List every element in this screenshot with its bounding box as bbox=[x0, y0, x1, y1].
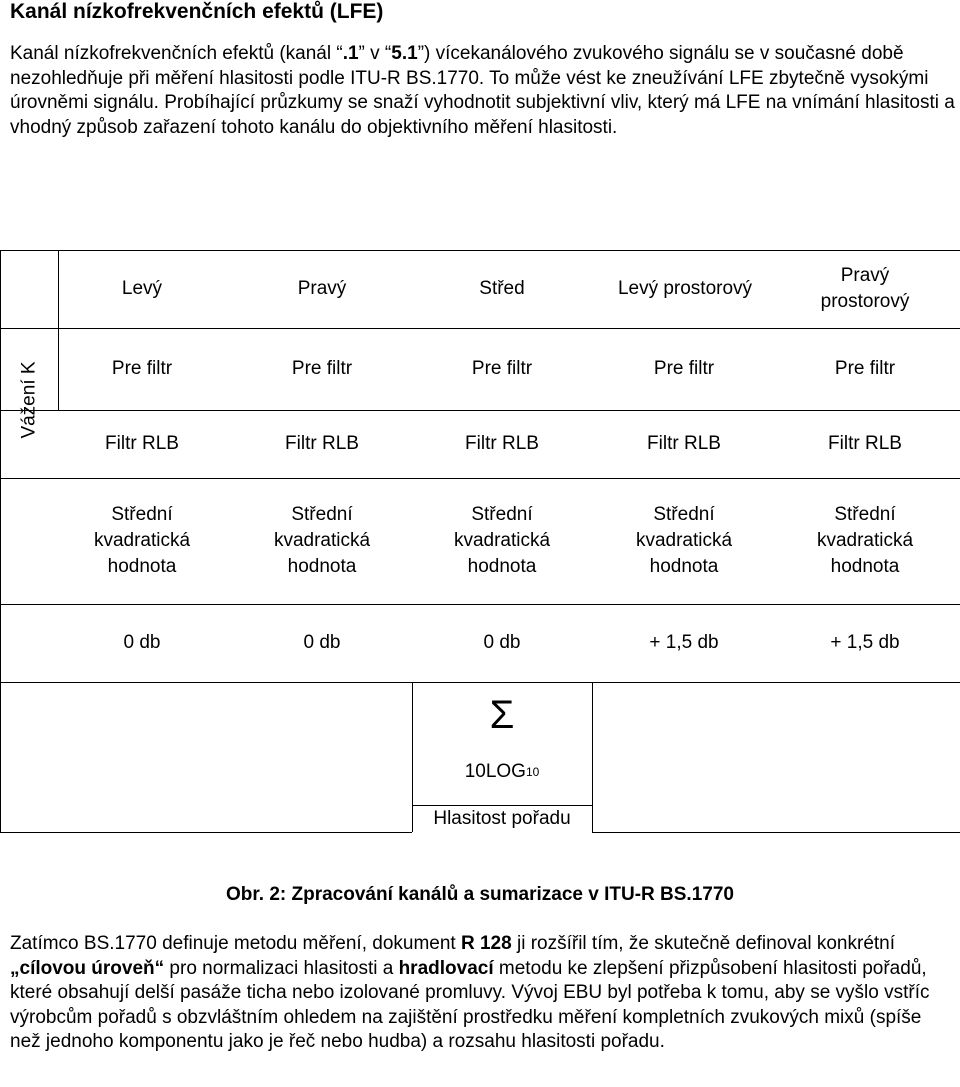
frame-bottom-line-right bbox=[592, 832, 960, 833]
prefilter-left-surround: Pre filtr bbox=[653, 358, 715, 379]
weighting-divider bbox=[58, 250, 59, 410]
frame-bottom-line-left bbox=[0, 832, 412, 833]
meansquare-left: Střední kvadratická hodnota bbox=[93, 504, 191, 577]
intro-text-3: ”) vícekanálového zvukového signálu se v současné době nezohledňuje při měření hlasitosti podle ITU-R BS.1770. To může vést ke zneužívání LFE zbytečně vysokými úrovněmi signálu. Probíhající průzkumy se snaží vyhodnotit subjektivní vliv, který má LFE na vnímání hlasitosti a vhodný způsob zařazení tohoto kanálu do objektivního měření hlasitosti. bbox=[10, 43, 955, 138]
processing-diagram bbox=[0, 250, 960, 850]
intro-text-1: Kanál nízkofrekvenčních efektů (kanál “ bbox=[10, 43, 343, 64]
outro-text-2: ji rozšířil tím, že skutečně definoval konkrétní bbox=[511, 933, 896, 954]
rlb-left: Filtr RLB bbox=[105, 433, 179, 454]
outro-paragraph bbox=[10, 932, 955, 1055]
weighting-label bbox=[2, 300, 58, 500]
outro-text-3: pro normalizaci hlasitosti a bbox=[164, 957, 399, 979]
log-subscript: 10 bbox=[525, 765, 540, 779]
gain-center: 0 db bbox=[483, 632, 521, 653]
channel-right-surround: Pravý prostorový bbox=[820, 265, 910, 312]
outro-bold-2: „cílovou úroveň“ bbox=[10, 957, 165, 979]
rlb-left-surround: Filtr RLB bbox=[647, 433, 721, 454]
gain-bottom-line bbox=[0, 682, 960, 683]
channel-right: Pravý bbox=[297, 278, 347, 299]
gain-left-surround: + 1,5 db bbox=[649, 632, 719, 653]
intro-text-2: ” v “ bbox=[358, 43, 392, 64]
intro-paragraph bbox=[10, 42, 955, 140]
figure-caption: Obr. 2: Zpracování kanálů a sumarizace v ITU-R BS.1770 bbox=[226, 884, 734, 905]
section-heading: Kanál nízkofrekvenčních efektů (LFE) bbox=[10, 0, 384, 23]
gain-left: 0 db bbox=[123, 632, 161, 653]
prefilter-left: Pre filtr bbox=[111, 358, 173, 379]
gain-right: 0 db bbox=[303, 632, 341, 653]
meansquare-center: Střední kvadratická hodnota bbox=[453, 504, 551, 577]
rlb-right: Filtr RLB bbox=[285, 433, 359, 454]
outro-bold-3: hradlovací bbox=[398, 957, 494, 979]
gain-right-surround: + 1,5 db bbox=[830, 632, 900, 653]
meansquare-left-surround: Střední kvadratická hodnota bbox=[635, 504, 733, 577]
channel-left: Levý bbox=[121, 278, 163, 299]
outro-text-1: Zatímco BS.1770 definuje metodu měření, dokument bbox=[10, 933, 461, 954]
log-label bbox=[412, 750, 592, 794]
meansquare-right-surround: Střední kvadratická hodnota bbox=[816, 504, 914, 577]
meansquare-right: Střední kvadratická hodnota bbox=[273, 504, 371, 577]
log-base: 10LOG bbox=[464, 761, 526, 782]
rlb-center: Filtr RLB bbox=[465, 433, 539, 454]
outro-bold-1: R 128 bbox=[460, 933, 512, 954]
frame-left-line bbox=[0, 250, 1, 832]
channel-center: Střed bbox=[479, 278, 525, 299]
prefilter-right-surround: Pre filtr bbox=[834, 358, 896, 379]
prefilter-right: Pre filtr bbox=[291, 358, 353, 379]
prefilter-center: Pre filtr bbox=[471, 358, 533, 379]
sum-right-line bbox=[592, 682, 593, 832]
program-loudness: Hlasitost pořadu bbox=[433, 808, 571, 829]
weighting-label-text: Vážení K bbox=[19, 361, 41, 439]
intro-bold-2: 5.1 bbox=[391, 43, 418, 64]
sum-symbol: Σ bbox=[489, 693, 515, 737]
channel-left-surround: Levý prostorový bbox=[617, 278, 753, 299]
rlb-right-surround: Filtr RLB bbox=[828, 433, 902, 454]
intro-bold-1: .1 bbox=[342, 43, 359, 64]
outro-text-4: metodu ke zlepšení přizpůsobení hlasitosti pořadů, které obsahují delší pasáže ticha nebo izolované promluvy. Vývoj EBU byl potřeba k tomu, aby se vyšlo vstříc výrobcům pořadů s obzvláštním ohledem na zajištění prostředku měření kompletních zvukových mixů (spíše než jednoho komponentu jako je řeč nebo hudba) a rozsahu hlasitosti pořadu. bbox=[10, 957, 930, 1052]
